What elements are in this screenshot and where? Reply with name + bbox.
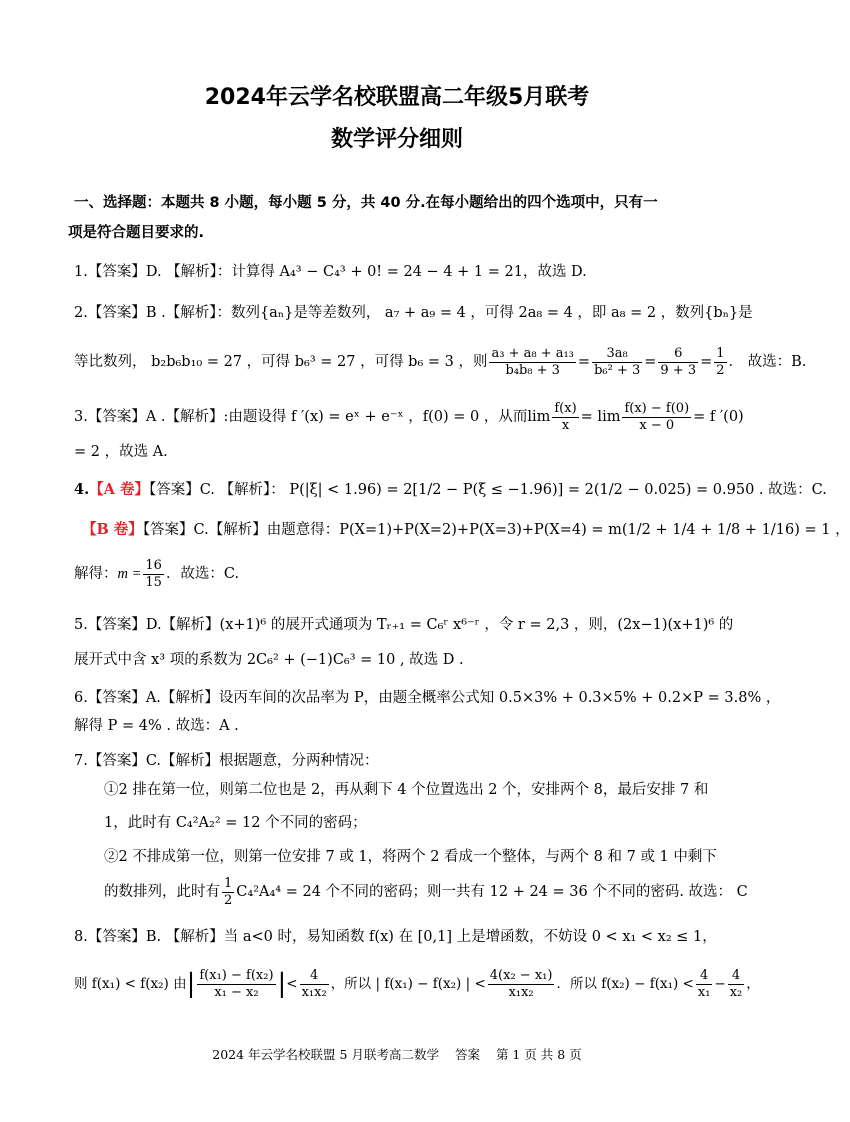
q7-text-a: 的数排列，此时有 bbox=[104, 884, 220, 900]
q7-answer-line5 bbox=[104, 874, 764, 910]
q2-fraction-eq3 bbox=[714, 346, 726, 379]
q2-eq3-den: 2 bbox=[716, 362, 725, 378]
q3-text-a: 3.【答案】A .【解析】:由题设得 f ′(x) = eˣ + e⁻ˣ ，f(0) = 0 ，从而 bbox=[74, 409, 528, 425]
q8-text-c: ．所以 f(x₂) − f(x₁) < bbox=[556, 976, 694, 992]
q4b-m-den: 15 bbox=[145, 574, 162, 590]
q4-tag-b: 【B 卷】 bbox=[82, 521, 143, 538]
section-heading-cont: 项是符合题目要求的. bbox=[68, 225, 205, 241]
q4-tag-a: 【A 卷】 bbox=[89, 481, 149, 498]
abs-bar: | bbox=[186, 969, 196, 999]
q3-lim-frac1 bbox=[552, 401, 578, 434]
q7-answer-line2: ①2 排在第一位，则第二位也是 2，再从剩下 4 个位置选出 2 个，安排两个 8，最后安排 7 和 bbox=[104, 782, 709, 798]
q8-answer-line2 bbox=[74, 964, 760, 1004]
equals-sign: = bbox=[644, 354, 657, 370]
q3-lim1-num: f(x) bbox=[554, 400, 577, 416]
q6-answer-line1: 6.【答案】A.【解析】设丙车间的次品率为 P，由题全概率公式知 0.5×3% + 0.3×5% + 0.2×P = 3.8% ， bbox=[74, 690, 781, 706]
q8-text-a: 则 f(x₁) < f(x₂) 由 bbox=[74, 976, 187, 992]
minus-sign: − bbox=[714, 976, 726, 992]
q2-eq1-num: 3a₈ bbox=[592, 346, 642, 363]
q7-text-b: C₄²A₄⁴ = 24 个不同的密码；则一共有 12 + 24 = 36 个不同的密码. 故选： C bbox=[236, 884, 748, 900]
comma: ， bbox=[746, 976, 760, 992]
equals-sign: = bbox=[700, 354, 713, 370]
q3-answer-line1 bbox=[74, 397, 744, 437]
abs-bar: | bbox=[277, 969, 287, 999]
equals-sign: = bbox=[577, 354, 591, 370]
q7-answer-line1: 7.【答案】C.【解析】根据题意，分两种情况： bbox=[74, 753, 379, 769]
footer-label: 答案 bbox=[454, 1047, 480, 1062]
q2-fraction-eq1 bbox=[592, 346, 642, 379]
q8-r4-num: 4 bbox=[728, 968, 745, 985]
q2-frac-num: a₃ + a₈ + a₁₃ bbox=[491, 345, 574, 361]
q2-eq2-den: 9 + 3 bbox=[660, 362, 697, 378]
q4b-m-frac bbox=[143, 558, 164, 591]
q2-eq3-num: 1 bbox=[716, 345, 725, 361]
q8-text-b: ，所以 | f(x₁) − f(x₂) | < bbox=[330, 976, 486, 992]
q2-answer-line1: 2.【答案】B .【解析】：数列{aₙ}是等差数列， a₇ + a₉ = 4 ，可得 2a₈ = 4 ，即 a₈ = 2 ，数列{bₙ}是 bbox=[74, 305, 753, 321]
q8-r1-den: x₁x₂ bbox=[301, 984, 327, 1000]
q4b-text-a: 解得： bbox=[74, 566, 118, 582]
q4b-m-num: 16 bbox=[145, 557, 162, 573]
q3-lim2-num: f(x) − f(0) bbox=[624, 400, 690, 416]
equals-sign: = lim bbox=[580, 409, 621, 425]
q8-r3-num: 4 bbox=[696, 968, 713, 985]
q2-eq2-num: 6 bbox=[658, 346, 698, 363]
page-title: 2024年云学名校联盟高二年级5月联考 bbox=[204, 85, 590, 110]
q8-r2-frac bbox=[488, 968, 555, 1001]
q7-half-frac bbox=[222, 876, 234, 909]
q8-answer-line1: 8.【答案】B. 【解析】当 a<0 时，易知函数 f(x) 在 [0,1] 上是增函数，不妨设 0 < x₁ < x₂ ≤ 1， bbox=[74, 929, 717, 945]
q2-fraction-eq2 bbox=[658, 346, 698, 379]
q2-frac-den: b₄b₈ + 3 bbox=[505, 362, 560, 378]
q2-text-a: 等比数列， b₂b₆b₁₀ = 27 ，可得 b₆³ = 27 ，可得 b₆ = 3 ，则 bbox=[74, 354, 488, 370]
q8-abs-den: x₁ − x₂ bbox=[214, 984, 259, 1000]
q8-r4-den: x₂ bbox=[729, 984, 743, 1000]
q4b-text: 【答案】C.【解析】由题意得：P(X=1)+P(X=2)+P(X=3)+P(X=4) = m(1/2 + 1/4 + 1/8 + 1/16) = 1 ， bbox=[142, 522, 850, 538]
q8-r3-den: x₁ bbox=[697, 984, 711, 1000]
lim-label: lim bbox=[527, 409, 551, 425]
q4b-answer-line2 bbox=[74, 556, 734, 592]
q5-answer-line1: 5.【答案】D.【解析】(x+1)⁶ 的展开式通项为 Tᵣ₊₁ = C₆ʳ x⁶⁻ʳ ，令 r = 2,3 ，则，(2x−1)(x+1)⁶ 的 bbox=[74, 617, 734, 633]
var-m: m = bbox=[117, 566, 142, 582]
q8-r1-num: 4 bbox=[300, 968, 329, 985]
q4-answer-b bbox=[82, 520, 850, 540]
q8-r1-frac bbox=[300, 968, 329, 1001]
q7-answer-line4: ②2 不排成第一位，则第一位安排 7 或 1，将两个 2 看成一个整体，与两个 8 和 7 或 1 中剩下 bbox=[104, 849, 717, 865]
q8-abs-num: f(x₁) − f(x₂) bbox=[199, 967, 274, 983]
q3-answer-line2: = 2 ，故选 A. bbox=[74, 444, 168, 460]
q7-half-num: 1 bbox=[224, 875, 233, 891]
section-heading: 一、选择题：本题共 8 小题，每小题 5 分，共 40 分.在每小题给出的四个选项中，只有一 bbox=[74, 195, 658, 211]
q7-half-den: 2 bbox=[224, 892, 233, 908]
q4-text: 【答案】C. 【解析】： P(|ξ| < 1.96) = 2[1/2 − P(ξ ≤ −1.96)] = 2(1/2 − 0.025) = 0.950 . 故选：C. bbox=[148, 482, 827, 498]
q4-number: 4. bbox=[74, 481, 90, 498]
page-footer bbox=[0, 1045, 794, 1063]
q7-answer-line3: 1，此时有 C₄²A₂² = 12 个不同的密码； bbox=[104, 815, 367, 831]
footer-page-number: 第 1 页 共 8 页 bbox=[495, 1047, 582, 1062]
footer-exam-name: 2024 年云学名校联盟 5 月联考高二数学 bbox=[212, 1047, 439, 1062]
q4b-text-b: ．故选：C. bbox=[165, 566, 240, 582]
q4-answer-a bbox=[74, 480, 827, 500]
q6-answer-line2: 解得 P = 4% . 故选：A . bbox=[74, 718, 239, 734]
q8-abs-frac bbox=[197, 968, 275, 1001]
q8-r3-frac bbox=[696, 968, 713, 1001]
page-subtitle: 数学评分细则 bbox=[330, 127, 463, 152]
q3-lim-frac2 bbox=[622, 401, 691, 434]
q5-answer-line2: 展开式中含 x³ 项的系数为 2C₆² + (−1)C₆³ = 10 , 故选 D . bbox=[74, 652, 464, 668]
q3-lim1-den: x bbox=[561, 417, 570, 433]
q2-answer-line2 bbox=[74, 342, 807, 382]
q8-r4-frac bbox=[728, 968, 745, 1001]
less-sign: < bbox=[286, 976, 298, 992]
q8-r2-den: x₁x₂ bbox=[508, 984, 534, 1000]
q1-answer: 1.【答案】D. 【解析】：计算得 A₄³ − C₄³ + 0! = 24 − 4 + 1 = 21，故选 D. bbox=[74, 264, 587, 280]
q3-lim2-den: x − 0 bbox=[639, 417, 675, 433]
q3-text-b: = f ′(0) bbox=[693, 409, 744, 425]
q8-r2-num: 4(x₂ − x₁) bbox=[489, 967, 553, 983]
q2-fraction-main bbox=[489, 346, 575, 379]
q2-eq1-den: b₆² + 3 bbox=[594, 362, 641, 378]
q2-text-b: ． 故选：B. bbox=[728, 354, 807, 370]
